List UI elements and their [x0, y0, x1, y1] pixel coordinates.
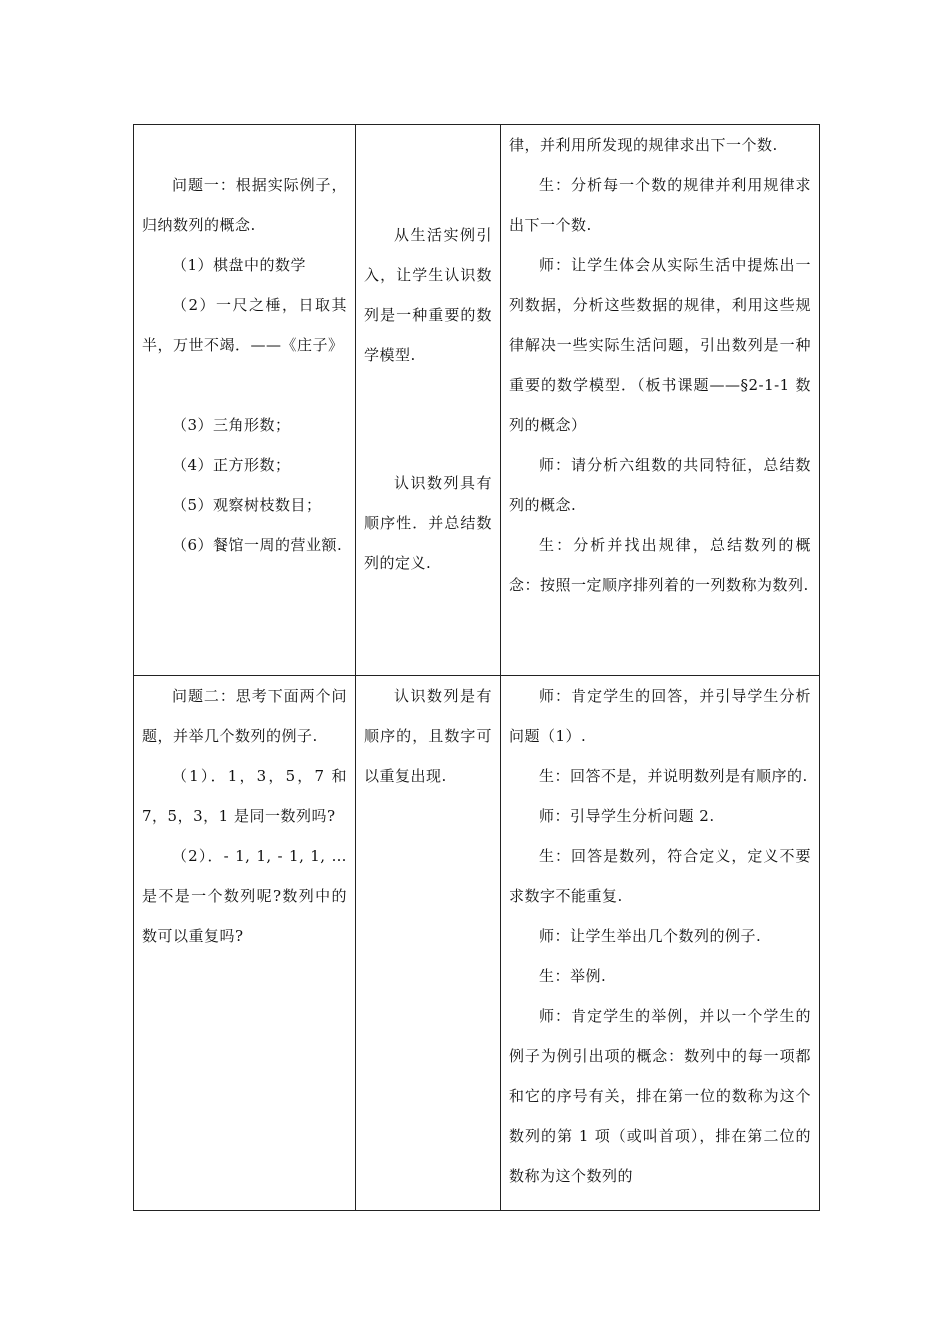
activity-text: 生：分析每一个数的规律并利用规律求出下一个数.: [509, 176, 811, 234]
activity-text: 生：分析并找出规律，总结数列的概念：按照一定顺序排列着的一列数称为数列.: [509, 536, 811, 594]
problem-one-text: 问题一：根据实际例子，归纳数列的概念.: [142, 176, 347, 234]
intent-cell: [356, 676, 501, 1211]
activity-text: 师：请分析六组数的共同特征，总结数列的概念.: [509, 456, 811, 514]
activity-text: 师：让学生体会从实际生活中提炼出一列数据，分析这些数据的规律，利用这些规律解决一些实际生活问题，引出数列是一种重要的数学模型．（板书课题——§2-1-1 数列的概念）: [509, 256, 811, 434]
activity-cell: [501, 676, 820, 1211]
problem-item: （3）三角形数；: [172, 416, 291, 434]
table-row: [134, 125, 820, 676]
problem-item: （5）观察树枝数目；: [172, 496, 322, 514]
problem-item: （1）棋盘中的数学: [172, 256, 307, 274]
activity-text: 师：肯定学生的回答，并引导学生分析问题（1）.: [509, 687, 811, 745]
problem-item: （4）正方形数；: [172, 456, 291, 474]
activity-text: 师：肯定学生的举例，并以一个学生的例子为例引出项的概念：数列中的每一项都和它的序号有关，排在第一位的数称为这个数列的第 1 项（或叫首项），排在第二位的数称为这个数列的: [509, 1007, 811, 1185]
intent-text: 从生活实例引入，让学生认识数列是一种重要的数学模型.: [364, 226, 492, 364]
activity-text: 师：引导学生分析问题 2.: [539, 807, 715, 825]
activity-text: 师：让学生举出几个数列的例子.: [539, 927, 762, 945]
intent-cell: [356, 125, 501, 676]
problem-cell: [134, 676, 356, 1211]
intent-text: 认识数列具有顺序性．并总结数列的定义.: [364, 474, 492, 572]
table-row: [134, 676, 820, 1211]
problem-item: （6）餐馆一周的营业额.: [172, 536, 343, 554]
problem-cell: [134, 125, 356, 676]
problem-item: （1）．1，3，5，7 和 7，5，3，1 是同一数列吗?: [142, 767, 347, 825]
activity-text: 生：回答是数列，符合定义，定义不要求数字不能重复.: [509, 847, 811, 905]
problem-item: （2）．- 1, 1, - 1, 1, … 是不是一个数列呢?数列中的数可以重复吗?: [142, 847, 347, 945]
problem-two-text: 问题二：思考下面两个问题，并举几个数列的例子.: [142, 687, 347, 745]
lesson-plan-table: [133, 124, 820, 1211]
problem-item: （2）一尺之棰，日取其半，万世不竭．——《庄子》: [142, 296, 347, 354]
activity-text: 律，并利用所发现的规律求出下一个数.: [509, 136, 778, 154]
intent-text: 认识数列是有顺序的，且数字可以重复出现.: [364, 687, 492, 785]
activity-cell: [501, 125, 820, 676]
activity-text: 生：回答不是，并说明数列是有顺序的.: [539, 767, 808, 785]
activity-text: 生：举例.: [539, 967, 607, 985]
